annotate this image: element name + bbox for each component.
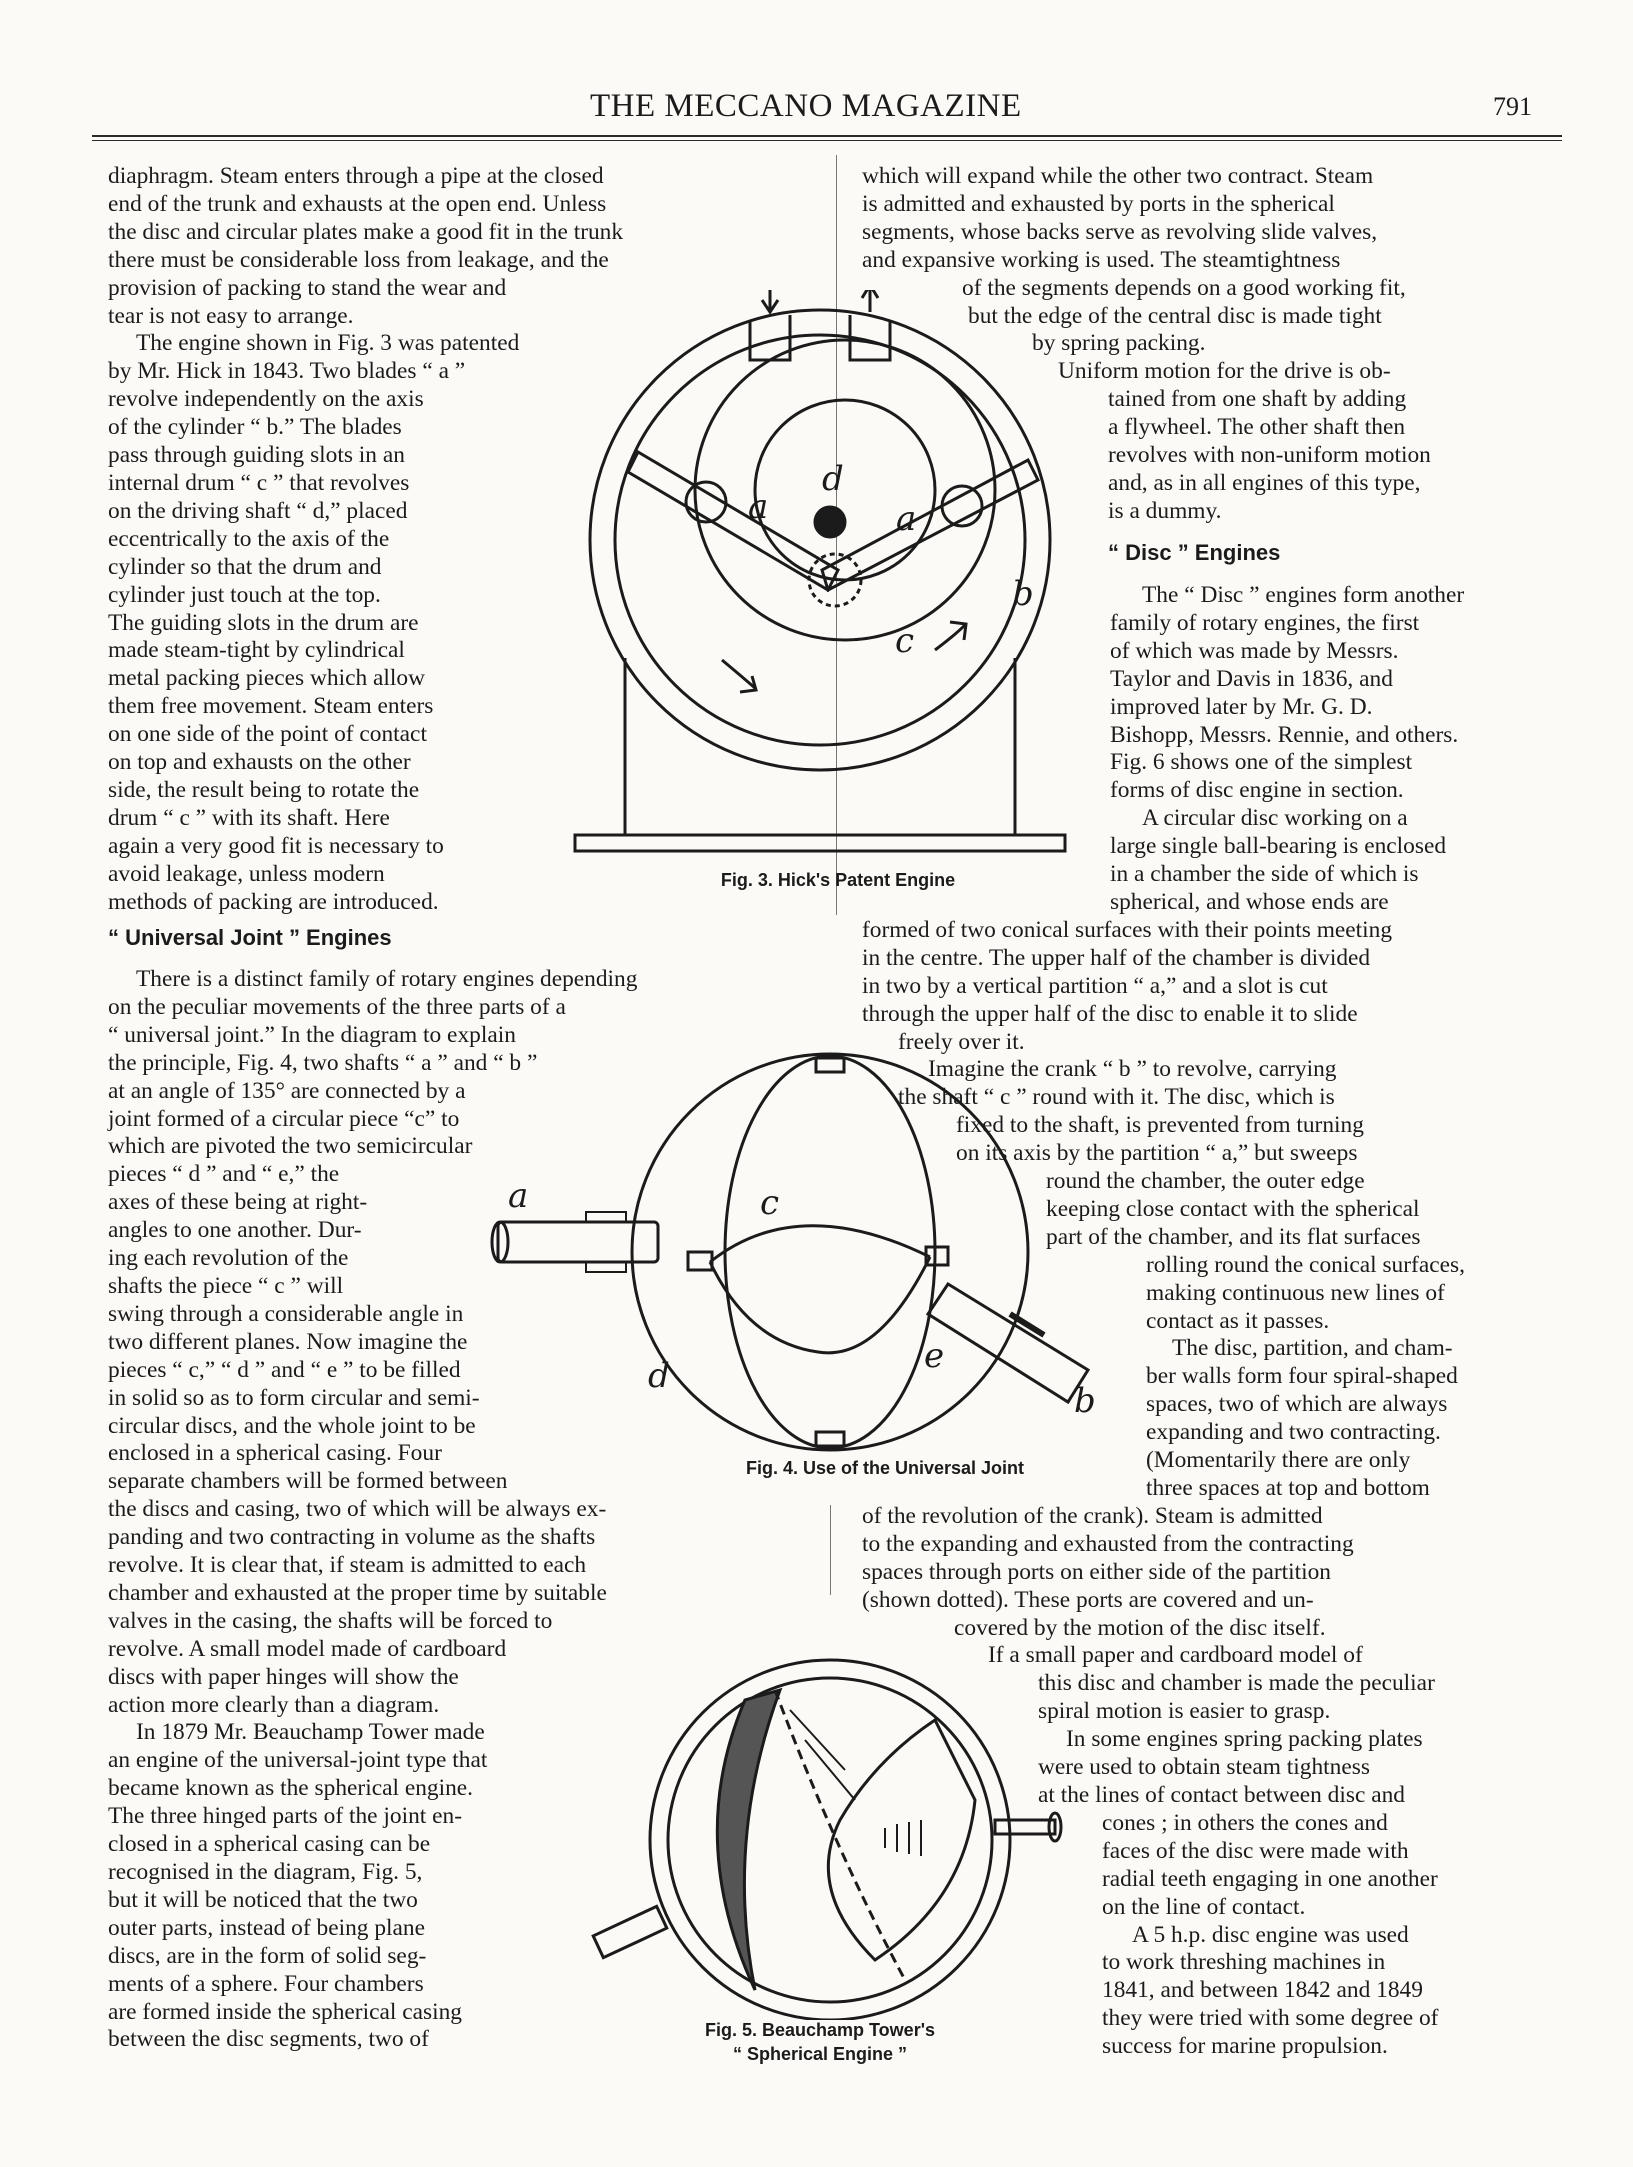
blade-a-right: [822, 460, 1038, 590]
text-line: shafts the piece “ c ” will: [108, 1272, 344, 1299]
text-line: Uniform motion for the drive is ob-: [1058, 358, 1391, 385]
text-line: but the edge of the central disc is made tight: [968, 302, 1382, 329]
text-line: methods of packing are introduced.: [108, 888, 439, 915]
text-line: became known as the spherical engine.: [108, 1775, 474, 1802]
text-line: on top and exhausts on the other: [108, 749, 411, 776]
cylinder-outer: [590, 310, 1050, 770]
text-line: axes of these being at right-: [108, 1189, 368, 1216]
text-line: the discs and casing, two of which will be always ex-: [108, 1496, 607, 1523]
text-line: pieces “ d ” and “ e,” the: [108, 1161, 340, 1188]
text-line: between the disc segments, two of: [108, 2026, 429, 2053]
text-line: improved later by Mr. G. D.: [1110, 693, 1373, 720]
column-divider: [830, 1505, 831, 1595]
text-line: Bishopp, Messrs. Rennie, and others.: [1110, 721, 1459, 748]
text-line: (shown dotted). These ports are covered and un-: [862, 1586, 1314, 1613]
text-line: The “ Disc ” engines form another: [1142, 582, 1465, 608]
text-line: an engine of the universal-joint type that: [108, 1747, 488, 1774]
text-line: The disc, partition, and cham-: [1172, 1335, 1453, 1362]
left-column-text-a: [108, 163, 623, 916]
text-line: ber walls form four spiral-shaped: [1146, 1363, 1458, 1390]
text-line: eccentrically to the axis of the: [108, 525, 390, 552]
page-number: 791: [1493, 92, 1532, 121]
text-line: drum “ c ” with its shaft. Here: [108, 804, 390, 831]
shaft-right: [995, 1820, 1055, 1834]
blade-a-left: [628, 452, 838, 590]
text-line: revolve. A small model made of cardboard: [108, 1635, 507, 1662]
text-line: large single ball-bearing is enclosed: [1110, 833, 1447, 860]
text-line: the disc and circular plates make a good fit in the trunk: [108, 218, 624, 245]
text-line: provision of packing to stand the wear and: [108, 274, 507, 301]
text-line: of the revolution of the crank). Steam is admitted: [862, 1502, 1323, 1529]
text-line: Fig. 6 shows one of the simplest: [1110, 749, 1413, 776]
text-line: forms of disc engine in section.: [1110, 777, 1404, 804]
text-line: three spaces at top and bottom: [1146, 1475, 1430, 1501]
header-rule: [92, 135, 1562, 137]
text-line: success for marine propulsion.: [1102, 2033, 1388, 2060]
text-line: tained from one shaft by adding: [1108, 386, 1407, 413]
text-line: and, as in all engines of this type,: [1108, 469, 1421, 496]
text-line: segments, whose backs serve as revolving slide valves,: [862, 218, 1378, 245]
fig4-caption: Fig. 4. Use of the Universal Joint: [745, 1458, 1025, 1478]
text-line: angles to one another. Dur-: [108, 1217, 362, 1244]
text-line: valves in the casing, the shafts will be forced to: [108, 1607, 553, 1634]
text-line: cylinder just touch at the top.: [108, 581, 381, 608]
header-rule-thin: [92, 140, 1562, 141]
text-line: spherical, and whose ends are: [1110, 888, 1389, 915]
text-line: diaphragm. Steam enters through a pipe at the closed: [108, 163, 604, 189]
text-line: freely over it.: [898, 1028, 1025, 1055]
text-line: panding and two contracting in volume as the shafts: [108, 1524, 596, 1551]
ring-e-front: [710, 1226, 930, 1262]
text-line: contact as it passes.: [1146, 1307, 1330, 1334]
text-line: expanding and two contracting.: [1146, 1419, 1441, 1446]
text-line: joint formed of a circular piece “c” to: [108, 1105, 460, 1132]
fig5-caption-line1: Fig. 5. Beauchamp Tower's: [704, 2020, 935, 2040]
text-line: In 1879 Mr. Beauchamp Tower made: [136, 1719, 485, 1746]
ring-c: [725, 1056, 935, 1448]
label-a-left: a: [748, 487, 769, 527]
text-line: closed in a spherical casing can be: [108, 1831, 431, 1858]
text-line: In some engines spring packing plates: [1066, 1726, 1423, 1753]
text-line: round the chamber, the outer edge: [1046, 1168, 1365, 1195]
text-line: internal drum “ c ” that revolves: [108, 469, 410, 496]
text-line: on the driving shaft “ d,” placed: [108, 497, 408, 524]
text-line: to work threshing machines in: [1102, 1949, 1386, 1976]
text-line: at an angle of 135° are connected by a: [108, 1077, 466, 1104]
text-line: at the lines of contact between disc and: [1038, 1781, 1405, 1808]
text-line: radial teeth engaging in one another: [1102, 1865, 1438, 1892]
text-line: swing through a considerable angle in: [108, 1300, 464, 1327]
text-line: metal packing pieces which allow: [108, 665, 425, 692]
section-heading-universal-joint: “ Universal Joint ” Engines: [108, 925, 392, 950]
text-line: the principle, Fig. 4, two shafts “ a ” and “ b ”: [108, 1049, 538, 1076]
text-line: in solid so as to form circular and semi-: [108, 1384, 480, 1411]
text-line: 1841, and between 1842 and 1849: [1102, 1977, 1423, 2004]
text-line: in the centre. The upper half of the chamber is divided: [862, 944, 1371, 971]
text-line: separate chambers will be formed between: [108, 1468, 508, 1495]
fig3-caption: Fig. 3. Hick's Patent Engine: [720, 870, 956, 890]
text-line: again a very good fit is necessary to: [108, 832, 444, 859]
text-line: of which was made by Messrs.: [1110, 637, 1399, 664]
text-line: enclosed in a spherical casing. Four: [108, 1440, 442, 1467]
text-line: A circular disc working on a: [1142, 805, 1408, 832]
text-line: There is a distinct family of rotary engines depending: [136, 966, 638, 992]
text-line: Imagine the crank “ b ” to revolve, carrying: [928, 1056, 1337, 1083]
text-line: The three hinged parts of the joint en-: [108, 1803, 462, 1830]
text-line: the shaft “ c ” round with it. The disc, which is: [898, 1084, 1335, 1111]
text-line: chamber and exhausted at the proper time by suitable: [108, 1579, 607, 1606]
text-line: making continuous new lines of: [1146, 1279, 1445, 1306]
text-line: which are pivoted the two semicircular: [108, 1133, 473, 1160]
text-line: end of the trunk and exhausts at the open end. Unless: [108, 190, 607, 217]
text-line: are formed inside the spherical casing: [108, 1998, 462, 2025]
text-line: The engine shown in Fig. 3 was patented: [136, 330, 520, 357]
base-plate: [575, 835, 1065, 851]
text-line: two different planes. Now imagine the: [108, 1328, 468, 1355]
text-line: covered by the motion of the disc itself.: [954, 1614, 1326, 1641]
shaft-left: [593, 1906, 667, 1957]
text-line: circular discs, and the whole joint to be: [108, 1412, 476, 1439]
text-line: in a chamber the side of which is: [1110, 861, 1419, 888]
text-line: family of rotary engines, the first: [1110, 609, 1420, 636]
text-line: outer parts, instead of being plane: [108, 1914, 425, 1941]
text-line: them free movement. Steam enters: [108, 693, 434, 720]
label-c: c: [895, 621, 915, 661]
fig5-spherical-engine-diagram: [575, 1650, 1085, 2020]
text-line: pieces “ c,” “ d ” and “ e ” to be filled: [108, 1356, 461, 1383]
text-line: cones ; in others the cones and: [1102, 1809, 1388, 1836]
text-line: discs, are in the form of solid seg-: [108, 1942, 427, 1969]
text-line: spiral motion is easier to grasp.: [1038, 1698, 1331, 1725]
text-line: in two by a vertical partition “ a,” and a slot is cut: [862, 972, 1328, 999]
text-line: fixed to the shaft, is prevented from turning: [956, 1112, 1364, 1139]
text-line: is a dummy.: [1108, 497, 1222, 524]
text-line: this disc and chamber is made the peculiar: [1038, 1670, 1435, 1697]
text-line: by Mr. Hick in 1843. Two blades “ a ”: [108, 358, 466, 385]
text-line: If a small paper and cardboard model of: [988, 1642, 1363, 1669]
text-line: on its axis by the partition “ a,” but sweeps: [956, 1140, 1358, 1167]
shaft-d: [815, 507, 845, 537]
text-line: of the segments depends on a good working fit,: [962, 274, 1406, 301]
text-line: and expansive working is used. The steamtightness: [862, 246, 1341, 273]
label-b: b: [1012, 574, 1034, 614]
fig5-caption-line2: “ Spherical Engine ”: [732, 2044, 908, 2064]
text-line: avoid leakage, unless modern: [108, 860, 385, 887]
label-b: b: [1074, 1381, 1096, 1421]
label-a-right: a: [896, 499, 917, 539]
text-line: part of the chamber, and its flat surfaces: [1046, 1223, 1421, 1250]
spherical-casing-outer: [650, 1660, 1010, 2020]
text-line: revolve. It is clear that, if steam is admitted to each: [108, 1552, 587, 1579]
text-line: spaces, two of which are always: [1146, 1391, 1448, 1418]
text-line: revolve independently on the axis: [108, 386, 424, 413]
text-line: to the expanding and exhausted from the contracting: [862, 1530, 1354, 1557]
text-line: cylinder so that the drum and: [108, 553, 382, 580]
fig3-hicks-engine-diagram: [560, 290, 1080, 870]
text-line: (Momentarily there are only: [1146, 1447, 1411, 1474]
text-line: ing each revolution of the: [108, 1245, 349, 1272]
label-d: d: [822, 459, 844, 499]
text-line: A 5 h.p. disc engine was used: [1132, 1921, 1409, 1948]
text-line: of the cylinder “ b.” The blades: [108, 414, 402, 441]
text-line: keeping close contact with the spherical: [1046, 1195, 1420, 1222]
text-line: tear is not easy to arrange.: [108, 302, 354, 329]
text-line: which will expand while the other two contract. Steam: [862, 163, 1374, 189]
text-line: rolling round the conical surfaces,: [1146, 1251, 1465, 1278]
text-line: there must be considerable loss from leakage, and the: [108, 246, 609, 273]
text-line: “ universal joint.” In the diagram to explain: [108, 1021, 516, 1048]
text-line: pass through guiding slots in an: [108, 442, 405, 469]
text-line: through the upper half of the disc to enable it to slide: [862, 1000, 1358, 1027]
text-line: ments of a sphere. Four chambers: [108, 1970, 424, 1997]
text-line: recognised in the diagram, Fig. 5,: [108, 1859, 423, 1885]
label-c: c: [760, 1183, 780, 1223]
shaft-b: [928, 1284, 1088, 1402]
text-line: a flywheel. The other shaft then: [1108, 414, 1406, 441]
text-line: on the line of contact.: [1102, 1893, 1306, 1920]
text-line: side, the result being to rotate the: [108, 776, 420, 803]
magazine-title: THE MECCANO MAGAZINE: [590, 88, 1022, 124]
text-line: revolves with non-uniform motion: [1108, 442, 1431, 469]
label-e: e: [924, 1336, 945, 1376]
text-line: The guiding slots in the drum are: [108, 609, 419, 636]
text-line: they were tried with some degree of: [1102, 2005, 1439, 2032]
text-line: on one side of the point of contact: [108, 721, 427, 748]
text-line: but it will be noticed that the two: [108, 1886, 418, 1913]
text-line: faces of the disc were made with: [1102, 1837, 1409, 1864]
text-line: were used to obtain steam tightness: [1038, 1754, 1370, 1781]
text-line: made steam-tight by cylindrical: [108, 637, 405, 664]
section-heading-disc-engines: “ Disc ” Engines: [1108, 540, 1281, 565]
text-line: is admitted and exhausted by ports in the spherical: [862, 190, 1335, 217]
text-line: action more clearly than a diagram.: [108, 1691, 440, 1718]
text-line: on the peculiar movements of the three parts of a: [108, 993, 566, 1020]
label-a: a: [508, 1176, 529, 1216]
label-d: d: [648, 1356, 670, 1396]
text-line: Taylor and Davis in 1836, and: [1110, 665, 1393, 692]
text-line: formed of two conical surfaces with their points meeting: [862, 916, 1393, 943]
text-line: spaces through ports on either side of the partition: [862, 1558, 1332, 1585]
text-line: by spring packing.: [1032, 330, 1206, 357]
text-line: discs with paper hinges will show the: [108, 1663, 459, 1690]
fig4-universal-joint-diagram: [478, 1052, 1118, 1462]
